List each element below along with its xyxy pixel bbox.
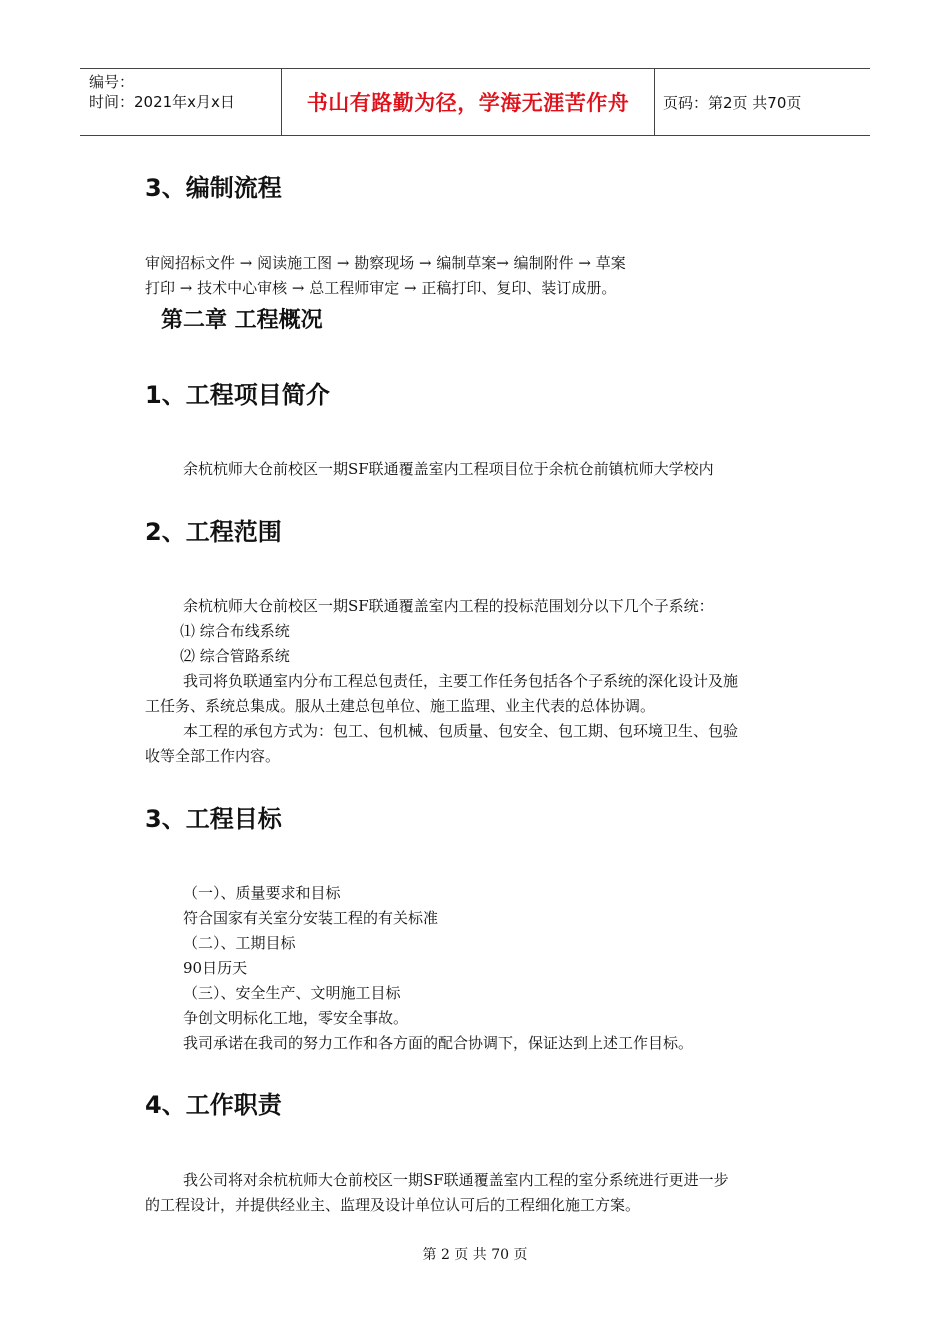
scope-text-2a: 我司将负联通室内分布工程总包责任，主要工作任务包括各个子系统的深化设计及施 — [183, 672, 739, 690]
duties-text-1a: 我公司将对余杭杭师大仓前校区一期SF联通覆盖室内工程的室分系统进行更进一步 — [183, 1171, 729, 1189]
project-intro-text: 余杭杭师大仓前校区一期SF联通覆盖室内工程项目位于余杭仓前镇杭师大学校内 — [183, 460, 714, 478]
target-line-6: 争创文明标化工地，零安全事故。 — [183, 1009, 409, 1027]
section-heading-duties: 4、工作职责 — [145, 1091, 282, 1119]
section-heading-project-intro: 1、工程项目简介 — [145, 381, 330, 409]
scope-item-2: ⑵ 综合管路系统 — [180, 647, 290, 665]
target-line-4: 90日历天 — [183, 959, 248, 977]
header-meta — [80, 69, 282, 135]
scope-text-3a: 本工程的承包方式为：包工、包机械、包质量、包安全、包工期、包环境卫生、包验 — [183, 722, 739, 740]
process-line-2: 打印 → 技术中心审核 → 总工程师审定 → 正稿打印、复印、装订成册。 — [145, 279, 617, 297]
target-line-1: （一）、质量要求和目标 — [183, 884, 341, 902]
header-table — [80, 68, 870, 136]
section-heading-compile-process: 3、编制流程 — [145, 174, 282, 202]
target-line-3: （二）、工期目标 — [183, 934, 296, 952]
scope-item-1: ⑴ 综合布线系统 — [180, 622, 290, 640]
header-number: 编号： — [89, 73, 135, 91]
duties-text-1b: 的工程设计，并提供经业主、监理及设计单位认可后的工程细化施工方案。 — [145, 1196, 641, 1214]
chapter-title: 第二章 工程概况 — [161, 308, 323, 333]
target-line-5: （三）、安全生产、文明施工目标 — [183, 984, 401, 1002]
header-page-info: 页码：第2页 共70页 — [663, 93, 802, 112]
scope-text-3b: 收等全部工作内容。 — [145, 747, 281, 765]
process-line-1: 审阅招标文件 → 阅读施工图 → 勘察现场 → 编制草案→ 编制附件 → 草案 — [145, 254, 626, 272]
section-heading-targets: 3、工程目标 — [145, 805, 282, 833]
header-motto: 书山有路勤为径，学海无涯苦作舟 — [282, 69, 655, 135]
target-line-7: 我司承诺在我司的努力工作和各方面的配合协调下，保证达到上述工作目标。 — [183, 1034, 694, 1052]
page-footer: 第 2 页 共 70 页 — [422, 1247, 528, 1263]
header-time: 时间：2021年x月x日 — [89, 93, 235, 111]
section-heading-scope: 2、工程范围 — [145, 518, 282, 546]
target-line-2: 符合国家有关室分安装工程的有关标准 — [183, 909, 439, 927]
scope-text-2b: 工任务、系统总集成。服从土建总包单位、施工监理、业主代表的总体协调。 — [145, 697, 656, 715]
scope-text-1: 余杭杭师大仓前校区一期SF联通覆盖室内工程的投标范围划分以下几个子系统： — [183, 597, 714, 615]
